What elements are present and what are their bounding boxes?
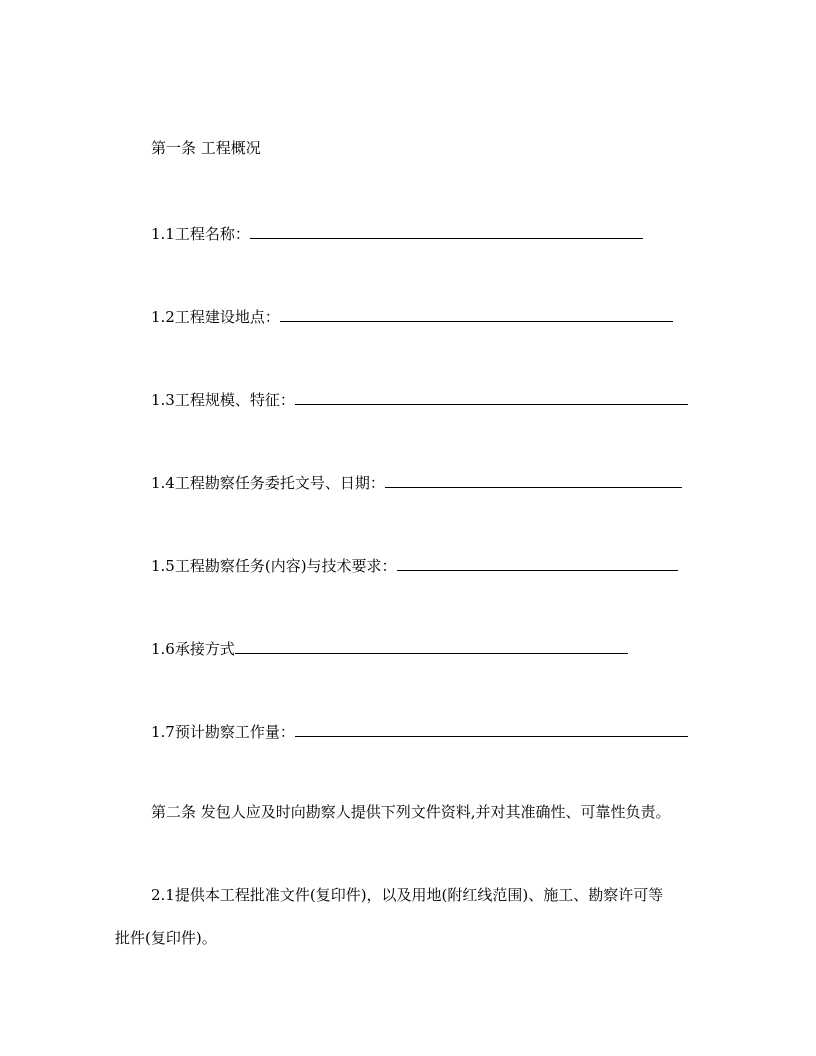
project-name-field[interactable] xyxy=(250,221,643,239)
item-1-6 xyxy=(151,636,628,659)
estimated-workload-field[interactable] xyxy=(295,719,688,737)
item-1-3 xyxy=(151,387,688,410)
survey-requirements-field[interactable] xyxy=(397,553,678,571)
construction-site-field[interactable] xyxy=(280,304,673,322)
item-1-5 xyxy=(151,553,678,576)
item-1-6-label: 1.6承接方式 xyxy=(151,640,235,658)
item-1-1 xyxy=(151,221,643,244)
item-1-2 xyxy=(151,304,673,327)
item-1-2-label: 1.2工程建设地点： xyxy=(151,308,280,326)
project-scale-field[interactable] xyxy=(295,387,688,405)
item-1-4 xyxy=(151,470,682,493)
contract-method-field[interactable] xyxy=(235,636,628,654)
commission-number-date-field[interactable] xyxy=(385,470,682,488)
item-2-1-line2: 批件(复印件)。 xyxy=(115,929,217,947)
article-1-heading: 第一条 工程概况 xyxy=(151,139,261,157)
item-2-1-line1: 2.1提供本工程批准文件(复印件)，以及用地(附红线范围)、施工、勘察许可等 xyxy=(151,886,664,904)
item-1-1-label: 1.1工程名称： xyxy=(151,225,250,243)
item-1-4-label: 1.4工程勘察任务委托文号、日期： xyxy=(151,474,385,492)
item-1-7-label: 1.7预计勘察工作量： xyxy=(151,723,295,741)
item-1-7 xyxy=(151,719,688,742)
item-1-3-label: 1.3工程规模、特征： xyxy=(151,391,295,409)
item-1-5-label: 1.5工程勘察任务(内容)与技术要求： xyxy=(151,557,397,575)
article-2-heading: 第二条 发包人应及时向勘察人提供下列文件资料,并对其准确性、可靠性负责。 xyxy=(151,803,671,821)
